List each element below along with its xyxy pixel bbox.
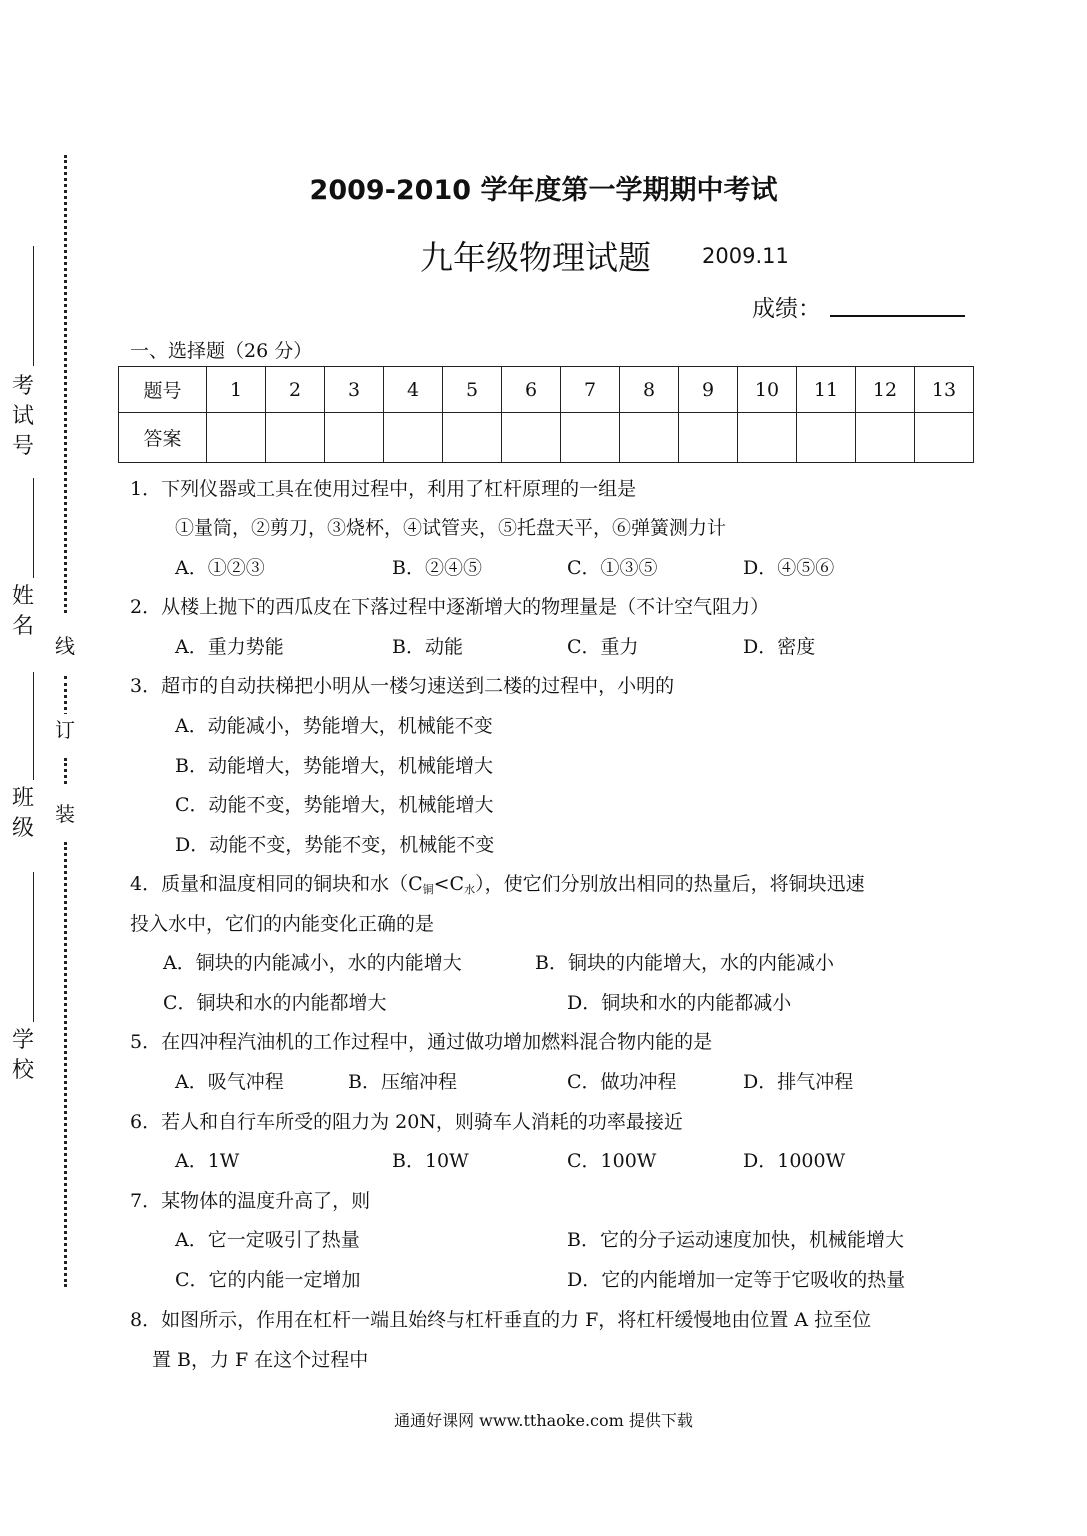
question-number-cell: 10 <box>738 367 797 413</box>
section-title-choice: 一、选择题（26 分） <box>130 340 313 362</box>
question-4-option-b[interactable]: B．铜块的内能增大，水的内能减小 <box>535 952 834 974</box>
answer-cell[interactable] <box>620 413 679 463</box>
question-2-option-c[interactable]: C．重力 <box>567 636 639 658</box>
score-label: 成绩： <box>752 296 821 322</box>
row-header-number: 题号 <box>119 367 207 413</box>
question-1-items: ①量筒，②剪刀，③烧杯，④试管夹，⑤托盘天平，⑥弹簧测力计 <box>175 517 727 539</box>
exam-number-line <box>33 246 34 366</box>
question-6-option-b[interactable]: B．10W <box>392 1150 469 1172</box>
question-1-option-d[interactable]: D．④⑤⑥ <box>743 557 835 579</box>
question-number-cell: 4 <box>384 367 443 413</box>
question-number-cell: 13 <box>915 367 974 413</box>
question-number-cell: 11 <box>797 367 856 413</box>
question-3-option-d[interactable]: D．动能不变，势能不变，机械能不变 <box>175 834 495 856</box>
question-number-cell: 8 <box>620 367 679 413</box>
answer-row <box>119 413 974 463</box>
score-blank[interactable] <box>830 315 965 317</box>
name-label: 姓 名 <box>11 584 34 639</box>
answer-cell[interactable] <box>207 413 266 463</box>
question-6-option-a[interactable]: A．1W <box>175 1150 240 1172</box>
question-1-option-a[interactable]: A．①②③ <box>175 557 265 579</box>
question-number-cell: 3 <box>325 367 384 413</box>
question-7-option-c[interactable]: C．它的内能一定增加 <box>175 1269 361 1291</box>
exam-number-label: 考 试 号 <box>11 374 34 459</box>
binding-dotted-line-bottom <box>64 842 67 1287</box>
question-4-stem-line2: 投入水中，它们的内能变化正确的是 <box>130 913 435 935</box>
question-4-stem-part: ），使它们分别放出相同的热量后，将铜块迅速 <box>475 873 865 895</box>
question-4-option-a[interactable]: A．铜块的内能减小，水的内能增大 <box>163 952 462 974</box>
row-header-answer: 答案 <box>119 413 207 463</box>
school-label: 学 校 <box>11 1028 34 1083</box>
answer-cell[interactable] <box>679 413 738 463</box>
question-3-option-c[interactable]: C．动能不变，势能增大，机械能增大 <box>175 794 494 816</box>
question-5-stem: 5．在四冲程汽油机的工作过程中，通过做功增加燃料混合物内能的是 <box>130 1031 713 1053</box>
question-4-option-d[interactable]: D．铜块和水的内能都减小 <box>567 992 792 1014</box>
question-4-stem-part: <C <box>433 873 465 895</box>
class-line <box>33 672 34 780</box>
answer-cell[interactable] <box>561 413 620 463</box>
answer-table <box>118 366 974 463</box>
answer-cell[interactable] <box>325 413 384 463</box>
question-5-option-b[interactable]: B．压缩冲程 <box>348 1071 457 1093</box>
school-line <box>33 872 34 1022</box>
answer-cell[interactable] <box>738 413 797 463</box>
question-2-stem: 2．从楼上抛下的西瓜皮在下落过程中逐渐增大的物理量是（不计空气阻力） <box>130 596 770 618</box>
question-1-option-b[interactable]: B．②④⑤ <box>392 557 482 579</box>
question-5-option-d[interactable]: D．排气冲程 <box>743 1071 854 1093</box>
binding-dotted-line-top <box>64 155 67 613</box>
question-6-stem: 6．若人和自行车所受的阻力为 20N，则骑车人消耗的功率最接近 <box>130 1111 683 1133</box>
answer-cell[interactable] <box>797 413 856 463</box>
binding-mark-xian: 线 <box>52 630 78 659</box>
question-number-cell: 12 <box>856 367 915 413</box>
question-number-cell: 7 <box>561 367 620 413</box>
question-3-stem: 3．超市的自动扶梯把小明从一楼匀速送到二楼的过程中，小明的 <box>130 675 675 697</box>
question-8-stem: 8．如图所示，作用在杠杆一端且始终与杠杆垂直的力 F，将杠杆缓慢地由位置 A 拉至位 <box>130 1309 872 1331</box>
answer-cell[interactable] <box>915 413 974 463</box>
exam-date: 2009.11 <box>702 244 789 268</box>
binding-mark-ding: 订 <box>52 714 78 743</box>
exam-subtitle: 九年级物理试题 <box>420 238 651 277</box>
question-1-stem: 1．下列仪器或工具在使用过程中，利用了杠杆原理的一组是 <box>130 478 637 500</box>
question-6-option-c[interactable]: C．100W <box>567 1150 657 1172</box>
answer-cell[interactable] <box>266 413 325 463</box>
question-2-option-b[interactable]: B．动能 <box>392 636 463 658</box>
question-number-cell: 1 <box>207 367 266 413</box>
question-7-stem: 7．某物体的温度升高了，则 <box>130 1190 371 1212</box>
question-4-stem-part: 4．质量和温度相同的铜块和水（C <box>130 873 423 895</box>
page-footer: 通通好课网 www.tthaoke.com 提供下载 <box>394 1411 693 1430</box>
exam-title: 2009-2010 学年度第一学期期中考试 <box>309 175 778 206</box>
binding-dotted-line-lower <box>64 758 67 784</box>
question-number-cell: 5 <box>443 367 502 413</box>
answer-cell[interactable] <box>384 413 443 463</box>
subscript-copper: 铜 <box>422 883 434 896</box>
question-2-option-d[interactable]: D．密度 <box>743 636 816 658</box>
question-number-cell: 9 <box>679 367 738 413</box>
question-number-cell: 2 <box>266 367 325 413</box>
subscript-water: 水 <box>464 883 476 896</box>
question-1-option-c[interactable]: C．①③⑤ <box>567 557 658 579</box>
question-4-stem <box>130 872 865 902</box>
question-3-option-b[interactable]: B．动能增大，势能增大，机械能增大 <box>175 755 493 777</box>
question-number-row <box>119 367 974 413</box>
question-4-option-c[interactable]: C．铜块和水的内能都增大 <box>163 992 387 1014</box>
question-number-cell: 6 <box>502 367 561 413</box>
class-label: 班 级 <box>11 786 34 841</box>
question-3-option-a[interactable]: A．动能减小，势能增大，机械能不变 <box>175 715 493 737</box>
question-8-stem-line2: 置 B，力 F 在这个过程中 <box>152 1349 369 1371</box>
answer-cell[interactable] <box>443 413 502 463</box>
question-7-option-d[interactable]: D．它的内能增加一定等于它吸收的热量 <box>567 1269 906 1291</box>
question-5-option-c[interactable]: C．做功冲程 <box>567 1071 677 1093</box>
question-2-option-a[interactable]: A．重力势能 <box>175 636 284 658</box>
question-6-option-d[interactable]: D．1000W <box>743 1150 846 1172</box>
answer-cell[interactable] <box>856 413 915 463</box>
answer-cell[interactable] <box>502 413 561 463</box>
question-7-option-a[interactable]: A．它一定吸引了热量 <box>175 1229 360 1251</box>
binding-mark-zhuang: 装 <box>52 798 78 827</box>
question-5-option-a[interactable]: A．吸气冲程 <box>175 1071 284 1093</box>
question-7-option-b[interactable]: B．它的分子运动速度加快，机械能增大 <box>567 1229 904 1251</box>
name-line <box>33 478 34 578</box>
